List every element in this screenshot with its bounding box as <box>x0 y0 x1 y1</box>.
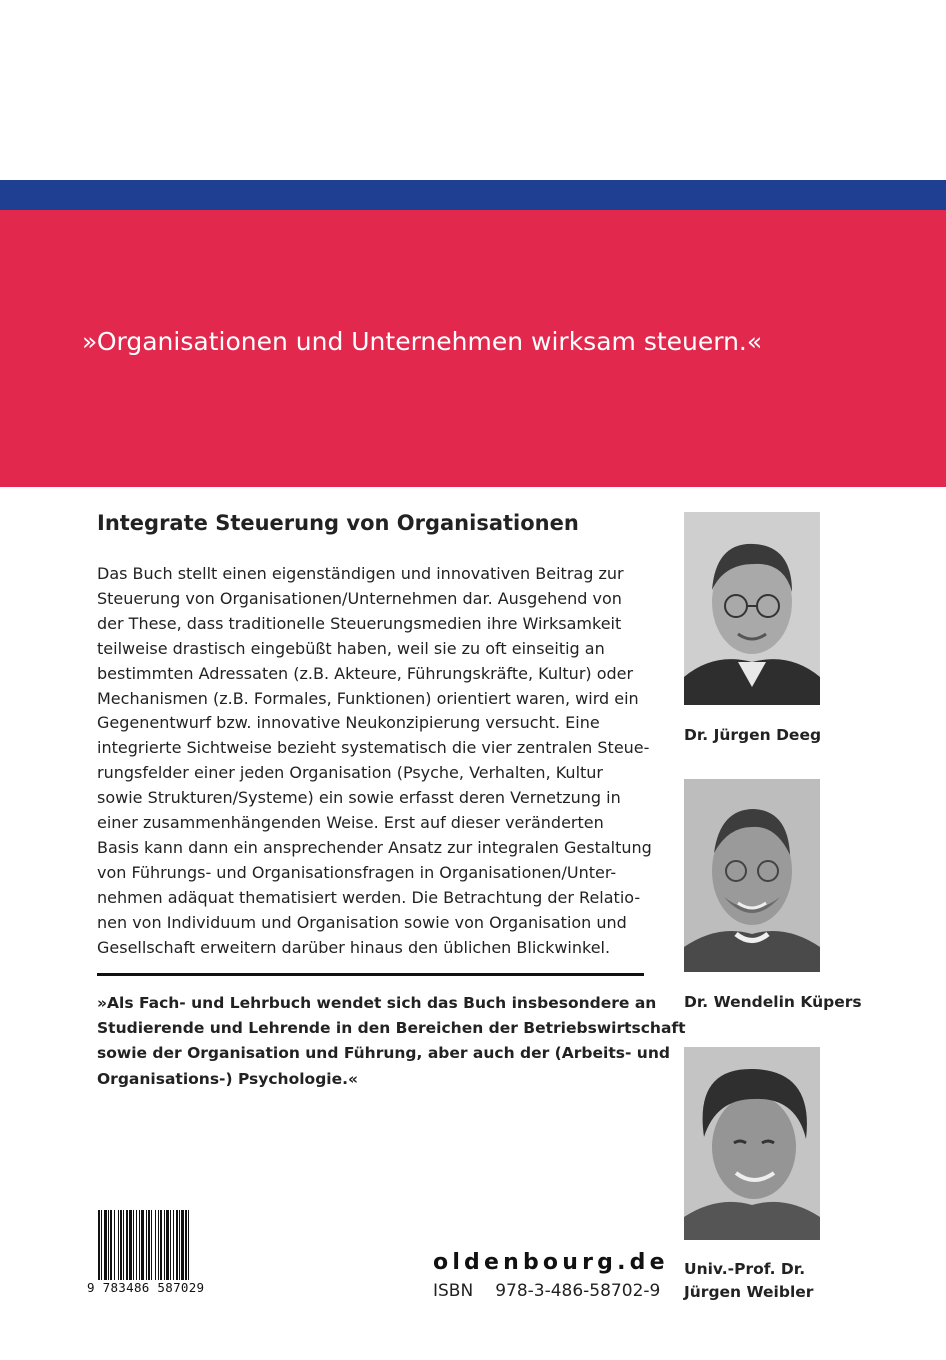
description-line: Das Buch stellt einen eigenständigen und innovativen Beitrag zur <box>97 564 624 583</box>
barcode-bar <box>173 1210 174 1286</box>
barcode-bar <box>126 1210 128 1286</box>
audience-quote <box>97 991 686 1092</box>
author-name-kuepers: Dr. Wendelin Küpers <box>684 993 862 1011</box>
barcode-bar <box>155 1210 156 1286</box>
author-name-weibler <box>684 1258 813 1304</box>
barcode-bar <box>118 1210 119 1286</box>
description-line: rungsfelder einer jeden Organisation (Psyche, Verhalten, Kultur <box>97 763 604 783</box>
isbn-label: ISBN <box>433 1281 474 1301</box>
book-title: Integrate Steuerung von Organisationen <box>97 511 579 535</box>
description-line: Gesellschaft erweitern darüber hinaus den üblichen Blickwinkel. <box>97 937 611 957</box>
barcode-bar <box>164 1210 165 1286</box>
barcode-bar <box>170 1210 171 1286</box>
barcode-bar <box>176 1210 178 1286</box>
barcode-bar <box>160 1210 162 1286</box>
description-line: teilweise drastisch eingebüßt haben, weil sie zu oft einseitig an <box>97 638 605 658</box>
barcode-bar <box>98 1210 100 1286</box>
barcode-bar <box>133 1210 134 1286</box>
description-line: integrierte Sichtweise bezieht systematisch die vier zentralen Steue- <box>97 738 650 758</box>
blue-stripe <box>0 180 946 210</box>
quote-line: Organisations-) Psychologie.« <box>97 1069 359 1088</box>
barcode-digits-text: 9 783486 587029 <box>87 1280 205 1295</box>
barcode-bar <box>114 1210 115 1286</box>
barcode-bar <box>120 1210 122 1286</box>
description-line: Gegenentwurf bzw. innovative Neukonzipierung versucht. Eine <box>97 713 600 733</box>
author-photo-deeg <box>684 512 820 705</box>
description-line: sowie Strukturen/Systeme) ein sowie erfasst deren Vernetzung in <box>97 788 621 808</box>
description-text <box>97 562 657 961</box>
author-photo-weibler <box>684 1047 820 1240</box>
barcode-bar <box>146 1210 147 1286</box>
barcode-bar <box>141 1210 144 1286</box>
quote-line: Studierende und Lehrende in den Bereichen der Betriebswirtschaft <box>97 1019 686 1038</box>
barcode-bar <box>188 1210 189 1286</box>
tagline: »Organisationen und Unternehmen wirksam steuern.« <box>82 327 763 356</box>
barcode-bar <box>181 1210 184 1286</box>
barcode-bar <box>108 1210 109 1286</box>
barcode-digits <box>86 1280 236 1295</box>
isbn-number: 978-3-486-58702-9 <box>495 1281 661 1301</box>
description-line: Basis kann dann ein ansprechender Ansatz zur integralen Gestaltung <box>97 837 652 857</box>
divider <box>97 973 644 976</box>
barcode-bar <box>129 1210 132 1286</box>
author-photo-kuepers <box>684 779 820 972</box>
description-line: der These, dass traditionelle Steuerungsmedien ihre Wirksamkeit <box>97 613 622 633</box>
description-line: Mechanismen (z.B. Formales, Funktionen) orientiert waren, wird ein <box>97 688 639 708</box>
barcode-bar <box>158 1210 159 1286</box>
author-name-weibler-line1: Univ.-Prof. Dr. <box>684 1260 806 1278</box>
barcode-bar <box>166 1210 169 1286</box>
barcode-bar <box>136 1210 137 1286</box>
barcode-bar <box>148 1210 150 1286</box>
description-line: von Führungs- und Organisationsfragen in Organisationen/Unter- <box>97 862 617 882</box>
description-line: Steuerung von Organisationen/Unternehmen dar. Ausgehend von <box>97 588 622 608</box>
barcode-bar <box>104 1210 107 1286</box>
author-name-deeg: Dr. Jürgen Deeg <box>684 726 822 744</box>
barcode-bar <box>185 1210 187 1286</box>
barcode-bar <box>139 1210 140 1286</box>
quote-line: sowie der Organisation und Führung, aber auch der (Arbeits- und <box>97 1044 670 1063</box>
barcode-bar <box>101 1210 102 1286</box>
description-line: einer zusammenhängenden Weise. Erst auf dieser veränderten <box>97 813 604 833</box>
author-name-weibler-line2: Jürgen Weibler <box>684 1283 814 1301</box>
barcode-bar <box>110 1210 112 1286</box>
quote-line: »Als Fach- und Lehrbuch wendet sich das Buch insbesondere an <box>97 994 657 1012</box>
barcode-bar <box>123 1210 124 1286</box>
barcode-bar <box>179 1210 180 1286</box>
description-line: nehmen adäquat thematisiert werden. Die Betrachtung der Relatio- <box>97 887 641 907</box>
barcode-bar <box>151 1210 152 1286</box>
description-line: bestimmten Adressaten (z.B. Akteure, Führungskräfte, Kultur) oder <box>97 663 634 683</box>
isbn <box>433 1281 660 1301</box>
publisher-url: oldenbourg.de <box>433 1250 669 1275</box>
description-line: nen von Individuum und Organisation sowie von Organisation und <box>97 912 627 932</box>
